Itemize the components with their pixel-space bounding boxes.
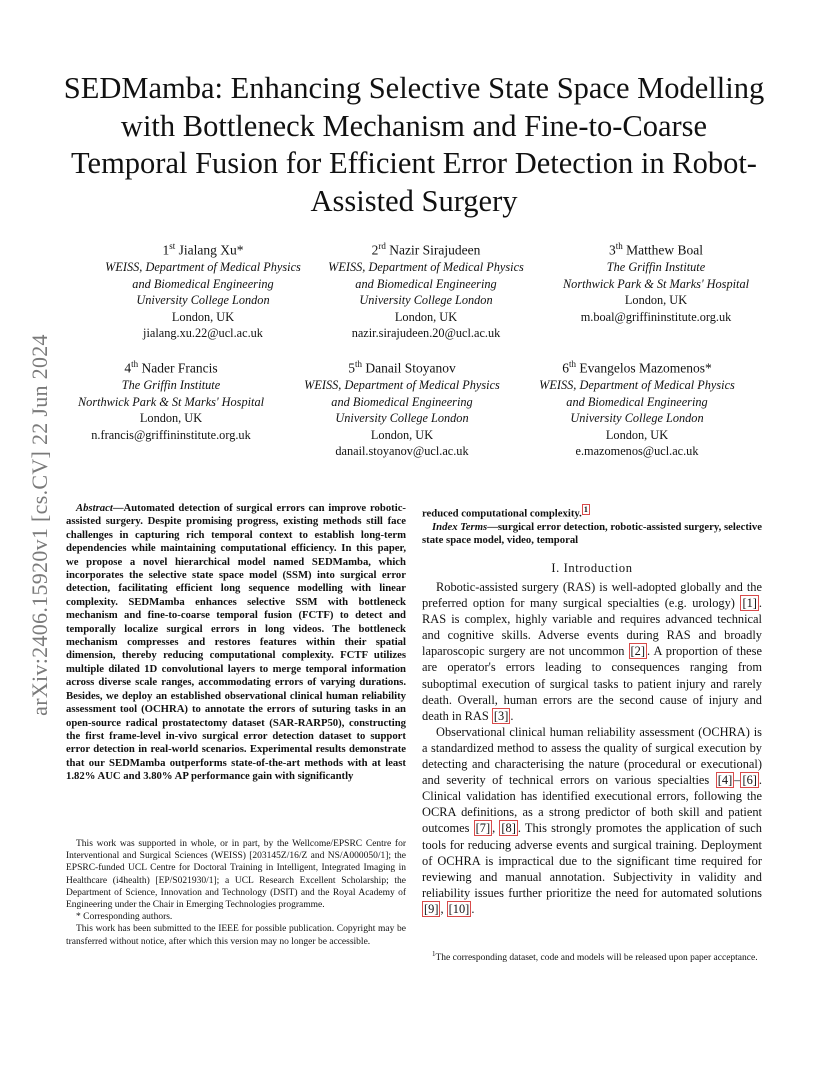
author-affiliation: WEISS, Department of Medical Physics <box>539 378 735 393</box>
author-affiliation: University College London <box>359 293 493 308</box>
abstract <box>66 502 406 784</box>
citation-link[interactable]: [2] <box>630 644 645 659</box>
author-name: 4th Nader Francis <box>124 359 218 376</box>
author-location: London, UK <box>171 309 235 324</box>
citation-link[interactable]: [8] <box>501 821 516 836</box>
footnote-mark: 1 <box>432 950 436 958</box>
author-location: London, UK <box>624 293 688 308</box>
intro-paragraph-1: Robotic-assisted surgery (RAS) is well-adopted globally and the preferred option for many surgical specialties (e.g. urology) [1] . RAS is complex, highly variable and requires advanced technical and cognitive skills. Adverse events during RAS and broadly laparoscopic surgery are not uncommon [2] . A proportion of these are operator's errors leading to consequences ranging from suboptimal execution of surgical tasks to patient injury and rarely death. Overall, human errors are the second cause of injury and death in RAS [3] . <box>422 580 762 723</box>
author-email: n.francis@griffininstitute.org.uk <box>91 427 251 442</box>
author-affiliation: Northwick Park & St Marks' Hospital <box>77 394 265 409</box>
author-block-5 <box>282 356 522 460</box>
corresponding-footnote: * Corresponding authors. <box>76 912 173 923</box>
section-heading-introduction: I. Introduction <box>551 561 633 575</box>
author-affiliation: WEISS, Department of Medical Physics <box>105 260 301 275</box>
copyright-footnote: This work has been submitted to the IEEE for possible publication. Copyright may be transferred without notice, after which this version may no longer be accessible. <box>66 924 406 947</box>
author-affiliation: University College London <box>136 293 270 308</box>
author-affiliation: and Biomedical Engineering <box>331 394 473 409</box>
author-affiliation: and Biomedical Engineering <box>132 276 274 291</box>
author-affiliation: The Griffin Institute <box>606 260 706 275</box>
citation-link[interactable]: [6] <box>742 773 757 788</box>
author-email: nazir.sirajudeen.20@ucl.ac.uk <box>351 326 501 341</box>
paper-title: SEDMamba: Enhancing Selective State Space Modelling with Bottleneck Mechanism and Fine-to-Coarse Temporal Fusion for Efficient Error Detection in Robot-Assisted Surgery <box>63 71 765 218</box>
abstract-text: —Automated detection of surgical errors can improve robotic-assisted surgery. Despite promising progress, existing methods still face challenges in capturing rich temporal context to establish long-term dependencies while maintaining computational efficiency. In this paper, we propose a novel hierarchical model named SEDMamba, which incorporates the selective state space model (SSM) into surgical error detection, facilitating efficient long sequence modelling with linear complexity. SEDMamba enhances selective SSM with bottleneck mechanism and fine-to-coarse temporal fusion (FCTF) to detect and temporally localize surgical errors in long videos. The bottleneck mechanism compresses and restores features within their spatial dimension, thereby reducing computational complexity. FCTF utilizes multiple dilated 1D convolutional layers to merge temporal information across diverse scale ranges, accommodating errors of varying durations. Besides, we deploy an established observational clinical human reliability assessment tool (OCHRA) to annotate the errors of suturing tasks in an open-source radical prostatectomy dataset (SAR-RARP50), constructing the first frame-level in-vivo surgical error detection dataset to support error detection in real-world scenarios. Experimental results demonstrate that our SEDMamba outperforms state-of-the-art methods with at least 1.82% AUC and 3.80% AP performance gain with significantly <box>66 502 406 783</box>
author-affiliation: WEISS, Department of Medical Physics <box>328 260 524 275</box>
author-name: 3th Matthew Boal <box>608 241 703 258</box>
author-affiliation: University College London <box>335 411 469 426</box>
author-name: 1st Jialang Xu* <box>162 241 244 258</box>
dataset-footnote <box>422 948 762 964</box>
abstract-label: Abstract <box>76 502 113 514</box>
abstract-continued <box>422 503 762 548</box>
author-name: 2rd Nazir Sirajudeen <box>371 241 481 258</box>
author-block-6 <box>517 356 757 460</box>
author-affiliation: The Griffin Institute <box>121 378 221 393</box>
author-block-1 <box>83 238 323 342</box>
introduction-body <box>422 579 762 917</box>
author-affiliation: University College London <box>570 411 704 426</box>
author-email: m.boal@griffininstitute.org.uk <box>580 309 732 324</box>
intro-paragraph-2: Observational clinical human reliability assessment (OCHRA) is a standardized method to assess the quality of surgical execution by detecting and characterising the nature (procedural or executional) and severity of technical errors on various specialties [4] – [6] . Clinical validation has identified executional errors, following the OCRA definitions, as a strong predictor of both skill and patient outcomes [7] , [8] . This strongly promotes the application of such tools for reducing adverse events and surgical training. Deployment of OCHRA is impractical due to the significant time required for reviewing and manual annotation. Subjectivity in validity and reliability issues further prioritize the need for automated solutions [9] , [10] . <box>422 724 762 916</box>
citation-link[interactable]: [4] <box>717 773 733 788</box>
author-location: London, UK <box>370 427 434 442</box>
author-location: London, UK <box>605 427 669 442</box>
arxiv-identifier: arXiv:2406.15920v1 [cs.CV] 22 Jun 2024 <box>27 334 52 716</box>
index-terms-label: Index Terms <box>432 520 488 533</box>
citation-link[interactable]: [1] <box>742 596 757 611</box>
index-terms-text: —surgical error detection, robotic-assisted surgery, selective state space model, video, temporal <box>422 520 762 547</box>
author-location: London, UK <box>139 411 203 426</box>
author-block-3 <box>536 238 776 325</box>
footnote-link[interactable]: 1 <box>583 505 588 514</box>
author-affiliation: WEISS, Department of Medical Physics <box>304 378 500 393</box>
author-affiliation: and Biomedical Engineering <box>566 394 708 409</box>
author-email: e.mazomenos@ucl.ac.uk <box>575 444 699 459</box>
left-footnotes <box>66 838 406 948</box>
footnote-text: The corresponding dataset, code and models will be released upon paper acceptance. <box>435 953 758 964</box>
author-name: 5th Danail Stoyanov <box>348 359 456 376</box>
author-email: jialang.xu.22@ucl.ac.uk <box>143 326 263 341</box>
abstract-continued-text: reduced computational complexity. <box>422 507 582 520</box>
author-email: danail.stoyanov@ucl.ac.uk <box>335 444 469 459</box>
funding-footnote: This work was supported in whole, or in part, by the Wellcome/EPSRC Centre for Interventional and Surgical Sciences (WEISS) [203145Z/16/Z and NS/A000050/1]; the EPSRC-funded UCL Centre for Doctoral Training in Intelligent, Integrated Imaging in Healthcare (i4health) [EP/S021930/1]; a UCL Research Excellent Scholarship; the Department of Science, Innovation and Technology (DSIT) and the Royal Academy of Engineering under the Chair in Emerging Technologies programme. <box>66 839 406 911</box>
author-name: 6th Evangelos Mazomenos* <box>562 359 712 376</box>
citation-link[interactable]: [3] <box>493 708 509 723</box>
author-affiliation: Northwick Park & St Marks' Hospital <box>562 276 750 291</box>
author-affiliation: and Biomedical Engineering <box>355 276 497 291</box>
author-block-2 <box>306 238 546 342</box>
index-terms <box>422 521 762 548</box>
citation-link[interactable]: [10] <box>448 901 470 916</box>
author-block-4 <box>51 356 291 443</box>
citation-link[interactable]: [9] <box>424 901 439 916</box>
author-location: London, UK <box>394 309 458 324</box>
citation-link[interactable]: [7] <box>475 821 491 836</box>
